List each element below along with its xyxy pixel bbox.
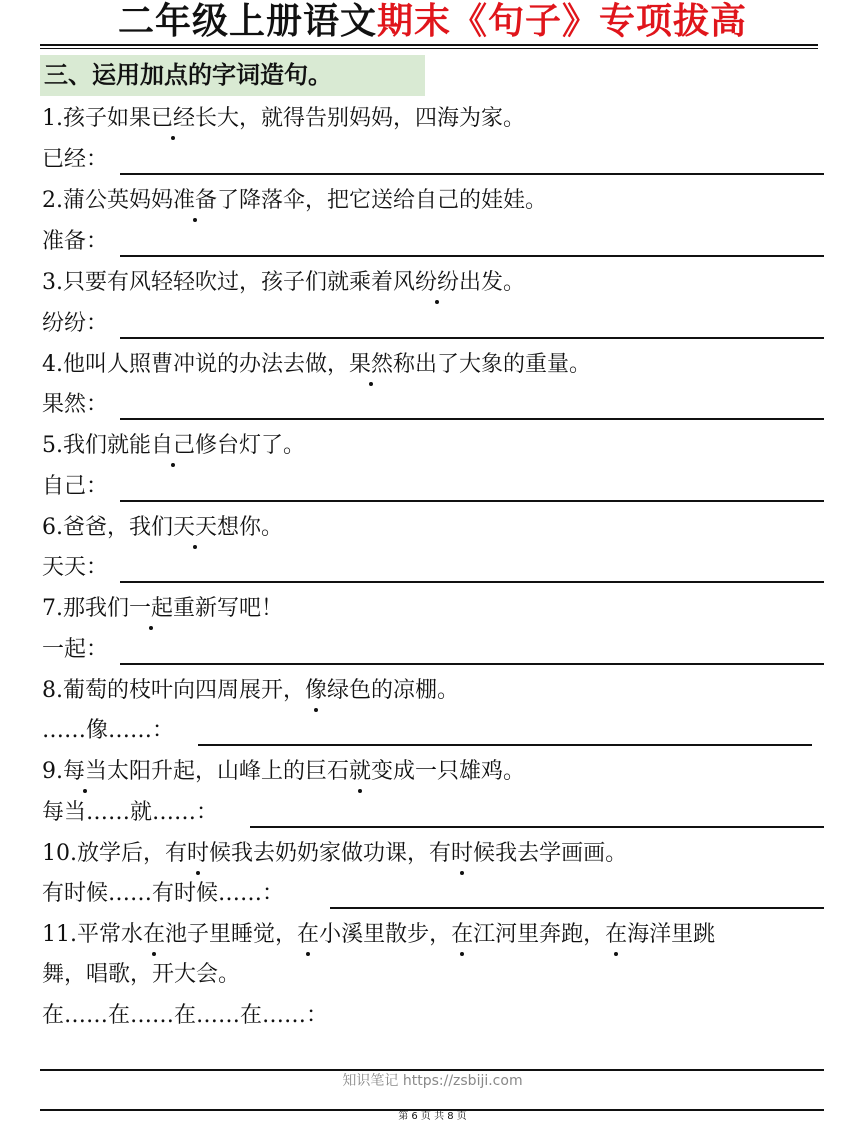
dotted-word: 有时候 [165, 839, 231, 869]
answer-label-5: 自己： [42, 474, 109, 499]
answer-label-3: 纷纷： [42, 311, 109, 336]
dotted-word: 在 [297, 920, 319, 950]
question-5: 5.我们就能自己修台灯了。 [42, 431, 305, 461]
answer-line-3[interactable] [120, 337, 824, 339]
question-6: 6.爸爸，我们天天想你。 [42, 513, 283, 543]
page-title [0, 0, 865, 48]
answer-line-10[interactable] [330, 907, 824, 909]
answer-label-4: 果然： [42, 392, 109, 417]
answer-label-8: ……像……： [42, 718, 175, 743]
question-8: 8.葡萄的枝叶向四周展开，像绿色的凉棚。 [42, 676, 459, 706]
answer-line-1[interactable] [120, 173, 824, 175]
question-4: 4.他叫人照曹冲说的办法去做，果然称出了大象的重量。 [42, 350, 591, 380]
title-topic: 期末《句子》专项拔高 [377, 1, 748, 42]
question-9: 9.每当太阳升起，山峰上的巨石就变成一只雄鸡。 [42, 757, 525, 787]
dotted-word: 有时候 [429, 839, 495, 869]
section-heading: 三、运用加点的字词造句。 [40, 55, 425, 96]
answer-label-1: 已经： [42, 147, 109, 172]
page-number: 第 6 页 共 8 页 [398, 1111, 467, 1122]
dotted-word: 在 [451, 920, 473, 950]
answer-label-2: 准备： [42, 229, 109, 254]
question-11-cont: 舞，唱歌，开大会。 [42, 962, 241, 987]
answer-line-4[interactable] [120, 418, 824, 420]
answer-label-7: 一起： [42, 637, 109, 662]
dotted-word: 在 [605, 920, 627, 950]
dotted-word: 准备 [173, 186, 217, 216]
dotted-word: 自己 [151, 431, 195, 461]
dotted-word: 天天 [173, 513, 217, 543]
answer-line-6[interactable] [120, 581, 824, 583]
dotted-word: 在 [143, 920, 165, 950]
answer-line-9[interactable] [250, 826, 824, 828]
dotted-word: 像 [305, 676, 327, 706]
title-rule-thin [40, 48, 818, 49]
dotted-word: 果然 [349, 350, 393, 380]
answer-label-9: 每当……就……： [42, 800, 219, 825]
dotted-word: 每当 [63, 757, 107, 787]
footer-watermark: 知识笔记 https://zsbiji.com [342, 1073, 523, 1089]
title-grade: 二年级上册语文 [117, 1, 377, 42]
question-7: 7.那我们一起重新写吧！ [42, 594, 283, 624]
answer-label-10: 有时候……有时候……： [42, 881, 285, 906]
question-3: 3.只要有风轻轻吹过，孩子们就乘着风纷纷出发。 [42, 268, 525, 298]
answer-label-6: 天天： [42, 555, 109, 580]
dotted-word: 纷纷 [415, 268, 459, 298]
answer-line-5[interactable] [120, 500, 824, 502]
question-10: 10.放学后，有时候我去奶奶家做功课，有时候我去学画画。 [42, 839, 627, 869]
title-rule-thick [40, 44, 818, 46]
dotted-word: 一起 [129, 594, 173, 624]
question-2: 2.蒲公英妈妈准备了降落伞，把它送给自己的娃娃。 [42, 186, 547, 216]
question-1: 1.孩子如果已经长大，就得告别妈妈，四海为家。 [42, 104, 525, 134]
dotted-word: 就 [349, 757, 371, 787]
answer-line-2[interactable] [120, 255, 824, 257]
dotted-word: 已经 [151, 104, 195, 134]
question-11: 11.平常水在池子里睡觉，在小溪里散步，在江河里奔跑，在海洋里跳 [42, 920, 715, 950]
answer-line-8[interactable] [198, 744, 812, 746]
answer-label-11: 在……在……在……在……： [42, 1003, 329, 1028]
answer-line-7[interactable] [120, 663, 824, 665]
